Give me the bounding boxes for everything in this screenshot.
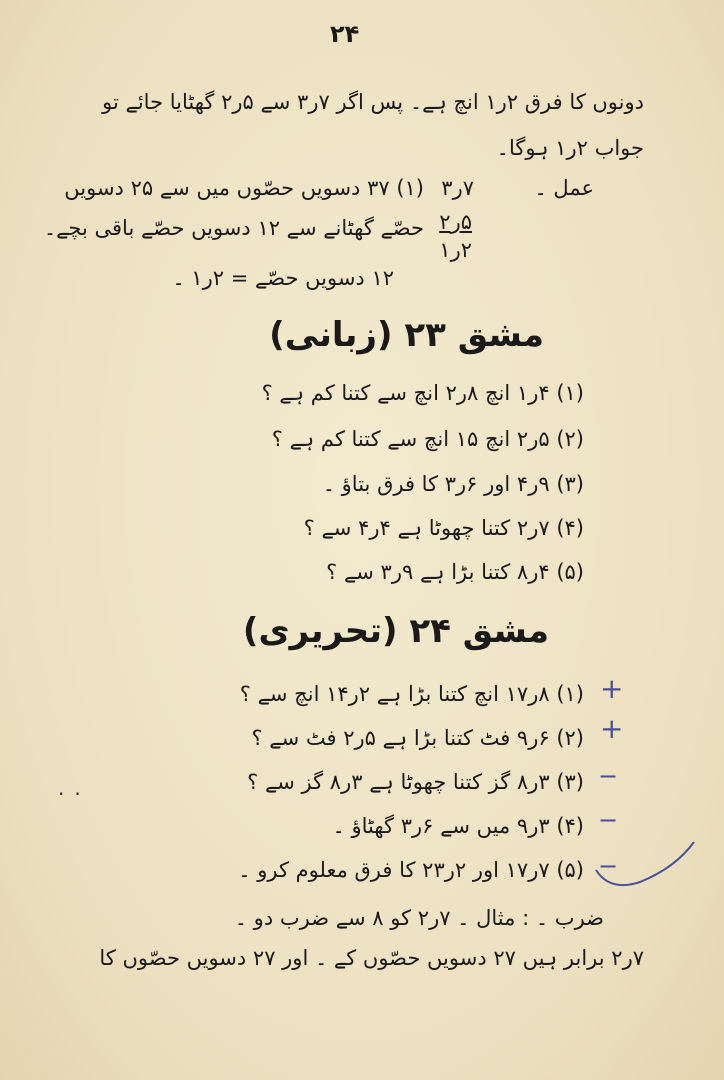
intro-line-1: دونوں کا فرق ۲ر۱ انچ ہے۔ پس اگر ۷ر۳ سے ۵ر۲ گھٹایا جائے تو xyxy=(102,90,644,114)
exercise-24-heading: مشق ۲۴ (تحریری) xyxy=(242,611,549,651)
amal-label: عمل ۔ xyxy=(534,176,594,200)
zarb-line-2: ۷ر۲ برابر ہیں ۲۷ دسویں حصّوں کے ۔ اور ۲۷ دسویں حصّوں کا xyxy=(99,946,644,970)
zarb-line-1: ضرب ۔ : مثال ۔ ۷ر۲ کو ۸ سے ضرب دو ۔ xyxy=(234,906,604,930)
intro-line-2: جواب ۲ر۱ ہوگا۔ xyxy=(496,136,644,160)
amal-text-1: (۱) ۳۷ دسویں حصّوں میں سے ۲۵ دسویں xyxy=(64,176,424,200)
pen-mark-4: − xyxy=(598,806,619,834)
amal-number-3: ۲ر۱ xyxy=(439,238,472,262)
pen-mark-2: + xyxy=(600,712,624,745)
exercise-23-item-1: (۱) ۴ر۱ انچ ۸ر۲ انچ سے کتنا کم ہے ؟ xyxy=(261,381,584,405)
pen-mark-3: − xyxy=(598,762,619,790)
exercise-24-item-5: (۵) ۷ر۱۷ اور ۲ر۲۳ کا فرق معلوم کرو ۔ xyxy=(238,858,584,882)
amal-text-3: ۱۲ دسویں حصّے = ۲ر۱ ۔ xyxy=(172,266,394,290)
exercise-24-item-1: (۱) ۸ر۱۷ انچ کتنا بڑا ہے ۲ر۱۴ انچ سے ؟ xyxy=(239,682,584,706)
exercise-23-item-5: (۵) ۴ر۸ کتنا بڑا ہے ۹ر۳ سے ؟ xyxy=(326,560,584,584)
exercise-23-item-3: (۳) ۹ر۴ اور ۶ر۳ کا فرق بتاؤ ۔ xyxy=(322,472,584,496)
exercise-23-item-4: (۴) ۷ر۲ کتنا چھوٹا ہے ۴ر۴ سے ؟ xyxy=(303,516,584,540)
amal-number-2: ۵ر۲ xyxy=(439,210,472,234)
exercise-23-item-2: (۲) ۵ر۲ انچ ۱۵ انچ سے کتنا کم ہے ؟ xyxy=(271,427,584,451)
exercise-24-item-2: (۲) ۶ر۹ فٹ کتنا بڑا ہے ۵ر۲ فٹ سے ؟ xyxy=(251,726,584,750)
pen-mark-1: + xyxy=(600,672,624,705)
amal-number-1: ۷ر۳ xyxy=(441,176,474,200)
exercise-24-item-3: (۳) ۳ر۸ گز کتنا چھوٹا ہے ۳ر۸ گز سے ؟ xyxy=(247,770,584,794)
pen-check-stroke xyxy=(590,820,700,900)
ink-specks: ·· xyxy=(58,782,91,806)
exercise-24-item-4: (۴) ۳ر۹ میں سے ۶ر۳ گھٹاؤ ۔ xyxy=(332,814,584,838)
page-number: ۲۴ xyxy=(330,20,360,48)
amal-text-2: حصّے گھٹانے سے ۱۲ دسویں حصّے باقی بچے۔ xyxy=(43,216,424,240)
pen-mark-5: − xyxy=(598,852,619,880)
exercise-23-heading: مشق ۲۳ (زبانی) xyxy=(269,315,544,355)
